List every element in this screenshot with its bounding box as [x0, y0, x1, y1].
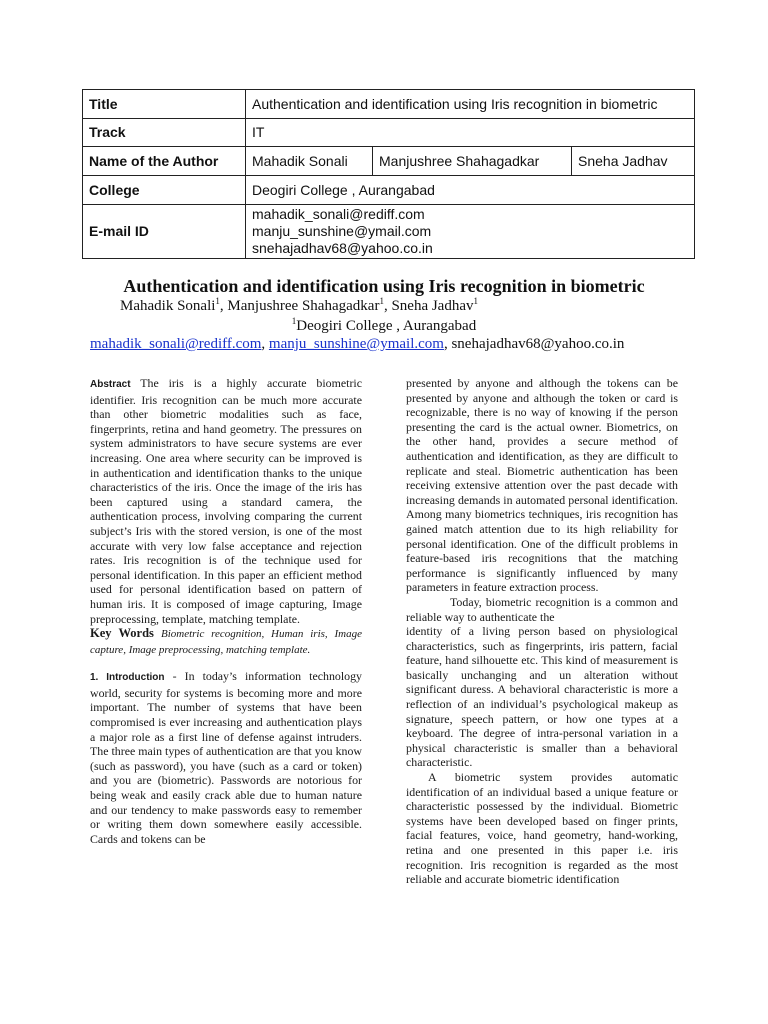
email-list	[246, 205, 695, 259]
college-label: College	[83, 176, 246, 205]
paper-title: Authentication and identification using Iris recognition in biometric	[123, 276, 645, 296]
intro-label: 1. Introduction	[90, 672, 165, 684]
author-3: Sneha Jadhav	[391, 298, 474, 314]
author-name-2: Manjushree Shahagadkar	[373, 147, 572, 176]
author-1-sup: 1	[215, 296, 220, 306]
email-value-2: manju_sunshine@ymail.com	[252, 223, 432, 239]
intro-text: - In today’s information technology world, security for systems is becoming more and more important. The number of systems that have been compromised is ever increasing and authentication plays a major role as a first line of defense against intruders. The three main types of authentication are that you know (such as password), you have (such as a card or token) and you are (biometric). Passwords are notorious for being weak and easily crack able due to human nature and our tendency to make passwords easy to remember or writing them down somewhere easily accessible. Cards and tokens can be	[90, 669, 362, 846]
author-2-sup: 1	[379, 296, 384, 306]
abstract-text: The iris is a highly accurate biometric identifier. Iris recognition can be much more accurate than other biometric modalities such as face, fingerprints, retina and hand geometry. The pressures on system administrators to have secure systems are ever increasing. One area where security can be improved is in authentication and identification thanks to the unique characteristics of the iris. Once the image of the iris has been captured using a standard camera, the authentication process, involving comparing the current subject’s Iris with the stored version, is one of the most accurate with very low false acceptance and rejection rates. Iris recognition is of the technique used for personal identification. In this paper an efficient method used for personal identification based on pattern of human iris. It is composed of image capturing, Image preprocessing, template, matching template.	[90, 376, 362, 626]
college-value: Deogiri College , Aurangabad	[246, 176, 695, 205]
author-2: Manjushree Shahagadkar	[227, 298, 380, 314]
right-para-1: presented by anyone and although the tokens can be presented by anyone and although the token or card is recognizable, there is no way of knowing if the person presenting the card is the actual owner. Biometrics, on the other hand, provides a secure method of authentication and identification, as they are difficult to replicate and steal. Biometric authentication has been receiving extensive attention over the past decade with increasing demands in automated personal identification. Among many biometrics techniques, iris recognition has gained match attention due to its high reliability for personal identification. One of the difficult problems in feature-based iris recognitions that the matching performance is significantly influenced by many parameters in feature extraction process.	[406, 376, 678, 595]
email-value-3: snehajadhav68@yahoo.co.in	[252, 240, 433, 256]
keywords-text: Biometric recognition, Human iris, Image capture, Image preprocessing, matching template.	[90, 628, 362, 656]
author-label: Name of the Author	[83, 147, 246, 176]
right-para-2b: identity of a living person based on physiological characteristics, such as fingerprints, iris pattern, facial feature, hand silhouette etc. This kind of measurement is basically unchanging and un alteration without significant duress. A behavioral characteristic is more a reflection of an individual’s psychological makeup as signature, speech pattern, or how one types at a keyboard. The degree of intra-personal variation in a physical characteristic is smaller than a behavioral characteristic.	[406, 624, 678, 770]
right-para-2a: Today, biometric recognition is a common and reliable way to authenticate the	[406, 594, 678, 624]
affiliation: $^1$Deogiri College , Aurangabad	[291, 316, 477, 334]
author-name-1: Mahadik Sonali	[246, 147, 373, 176]
abstract-paragraph	[90, 376, 362, 626]
author-3-sup: 1	[473, 296, 478, 306]
email-line: mahadik_sonali@rediff.com, manju_sunshine@ymail.com, snehajadhav68@yahoo.co.in	[90, 336, 625, 352]
abstract-label: Abstract	[90, 379, 131, 390]
keywords-paragraph	[90, 626, 362, 657]
keywords-label: Key Words	[90, 626, 154, 641]
email-label: E-mail ID	[83, 205, 246, 259]
left-column	[90, 376, 362, 846]
paper-info-table	[82, 89, 695, 259]
right-para-3: A biometric system provides automatic identification of an individual based a unique feature or characteristic possessed by the individual. Biometric systems have been developed based on finger prints, facial features, voice, hand geometry, hand-working, retina and one presented in this paper i.e. iris recognition. Iris recognition is regarded as the most reliable and accurate biometric identification	[406, 770, 678, 887]
email-text-3: snehajadhav68@yahoo.co.in	[451, 336, 625, 352]
right-column	[406, 376, 678, 887]
affiliation-sup: 1	[291, 316, 297, 326]
title-value: Authentication and identification using Iris recognition in biometric	[246, 90, 695, 119]
email-value-1: mahadik_sonali@rediff.com	[252, 206, 425, 222]
title-label: Title	[83, 90, 246, 119]
email-link-2[interactable]: manju_sunshine@ymail.com	[268, 336, 444, 352]
email-link-1[interactable]: mahadik_sonali@rediff.com	[90, 336, 262, 352]
author-1: Mahadik Sonali	[120, 298, 216, 314]
author-line: Mahadik Sonali$^1$, Manjushree Shahagadkar$^1$, Sneha Jadhav$^1$	[120, 296, 478, 314]
track-value: IT	[246, 119, 695, 147]
track-label: Track	[83, 119, 246, 147]
introduction-paragraph	[90, 669, 362, 846]
author-name-3: Sneha Jadhav	[572, 147, 695, 176]
